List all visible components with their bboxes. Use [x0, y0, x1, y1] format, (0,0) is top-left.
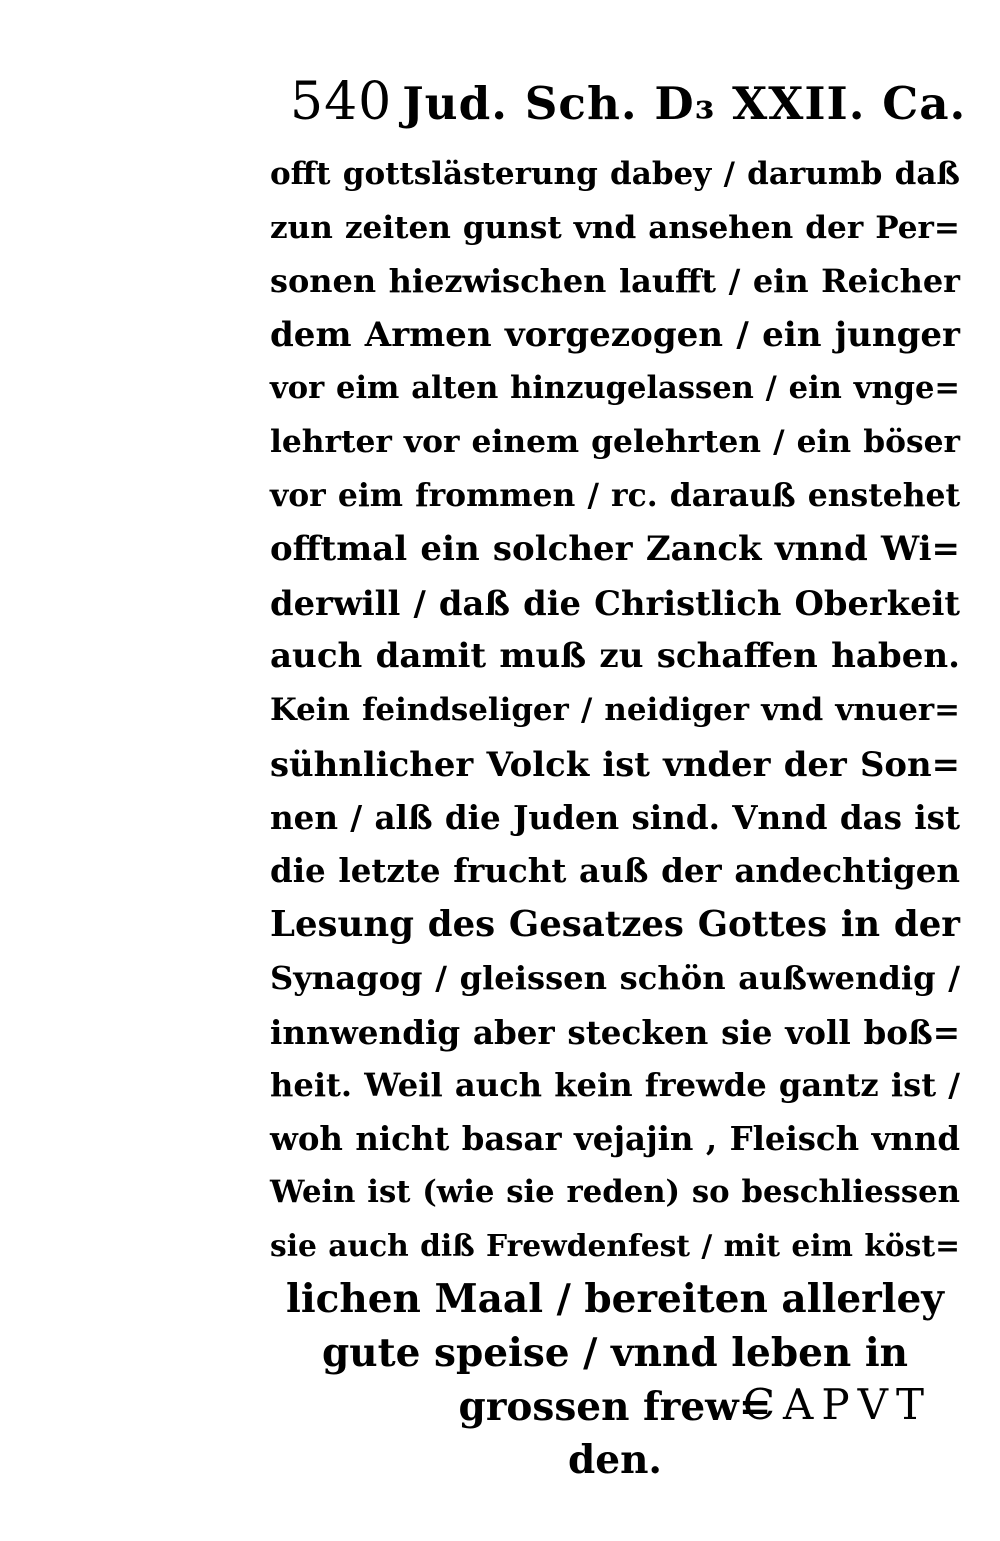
text-line: lehrter vor einem gelehrten / ein böser	[270, 423, 960, 460]
text-line: gute speise / vnnd leben in	[321, 1330, 909, 1377]
text-line: innwendig aber stecken sie voll boß=	[270, 1012, 960, 1052]
page-header	[290, 62, 967, 142]
text-line: Kein feindseliger / neidiger vnd vnuer=	[270, 691, 960, 728]
text-line: offtmal ein solcher Zanck vnnd Wi=	[270, 529, 960, 570]
text-line: grossen frew=	[458, 1383, 772, 1430]
running-title: Jud. Sch. D₃ XXII. Ca.	[402, 77, 967, 130]
text-line: auch damit muß zu schaffen haben.	[270, 636, 960, 677]
text-line: die letzte frucht auß der andechtigen	[270, 851, 960, 890]
text-line: Synagog / gleissen schön außwendig /	[270, 958, 960, 997]
catchword: CAPVT	[742, 1380, 932, 1429]
text-line: sühnlicher Volck ist vnder der Son=	[270, 743, 960, 784]
text-line: derwill / daß die Christlich Oberkeit	[270, 582, 960, 623]
text-line: lichen Maal / bereiten allerley	[286, 1276, 944, 1323]
text-line: vor eim frommen / rc. darauß enstehet	[270, 477, 960, 514]
text-line: vor eim alten hinzugelassen / ein vnge=	[270, 370, 960, 407]
text-line: dem Armen vorgezogen / ein junger	[270, 314, 960, 355]
text-line: den.	[567, 1437, 662, 1484]
body-text	[270, 148, 960, 1488]
text-line: Lesung des Gesatzes Gottes in der	[270, 904, 960, 946]
text-line: zun zeiten gunst vnd ansehen der Per=	[270, 209, 960, 246]
text-line: nen / alß die Juden sind. Vnnd das ist	[270, 798, 960, 838]
text-line: sonen hiezwischen laufft / ein Reicher	[270, 262, 960, 301]
page-number: 540	[290, 72, 393, 132]
text-line: Wein ist (wie sie reden) so beschliessen	[270, 1174, 960, 1211]
text-line: heit. Weil auch kein frewde gantz ist /	[270, 1066, 960, 1105]
text-line: woh nicht basar vejajin , Fleisch vnnd	[270, 1119, 960, 1158]
text-line: sie auch diß Frewdenfest / mit eim köst=	[270, 1228, 960, 1264]
text-line: offt gottslästerung dabey / darumb daß	[270, 156, 960, 192]
